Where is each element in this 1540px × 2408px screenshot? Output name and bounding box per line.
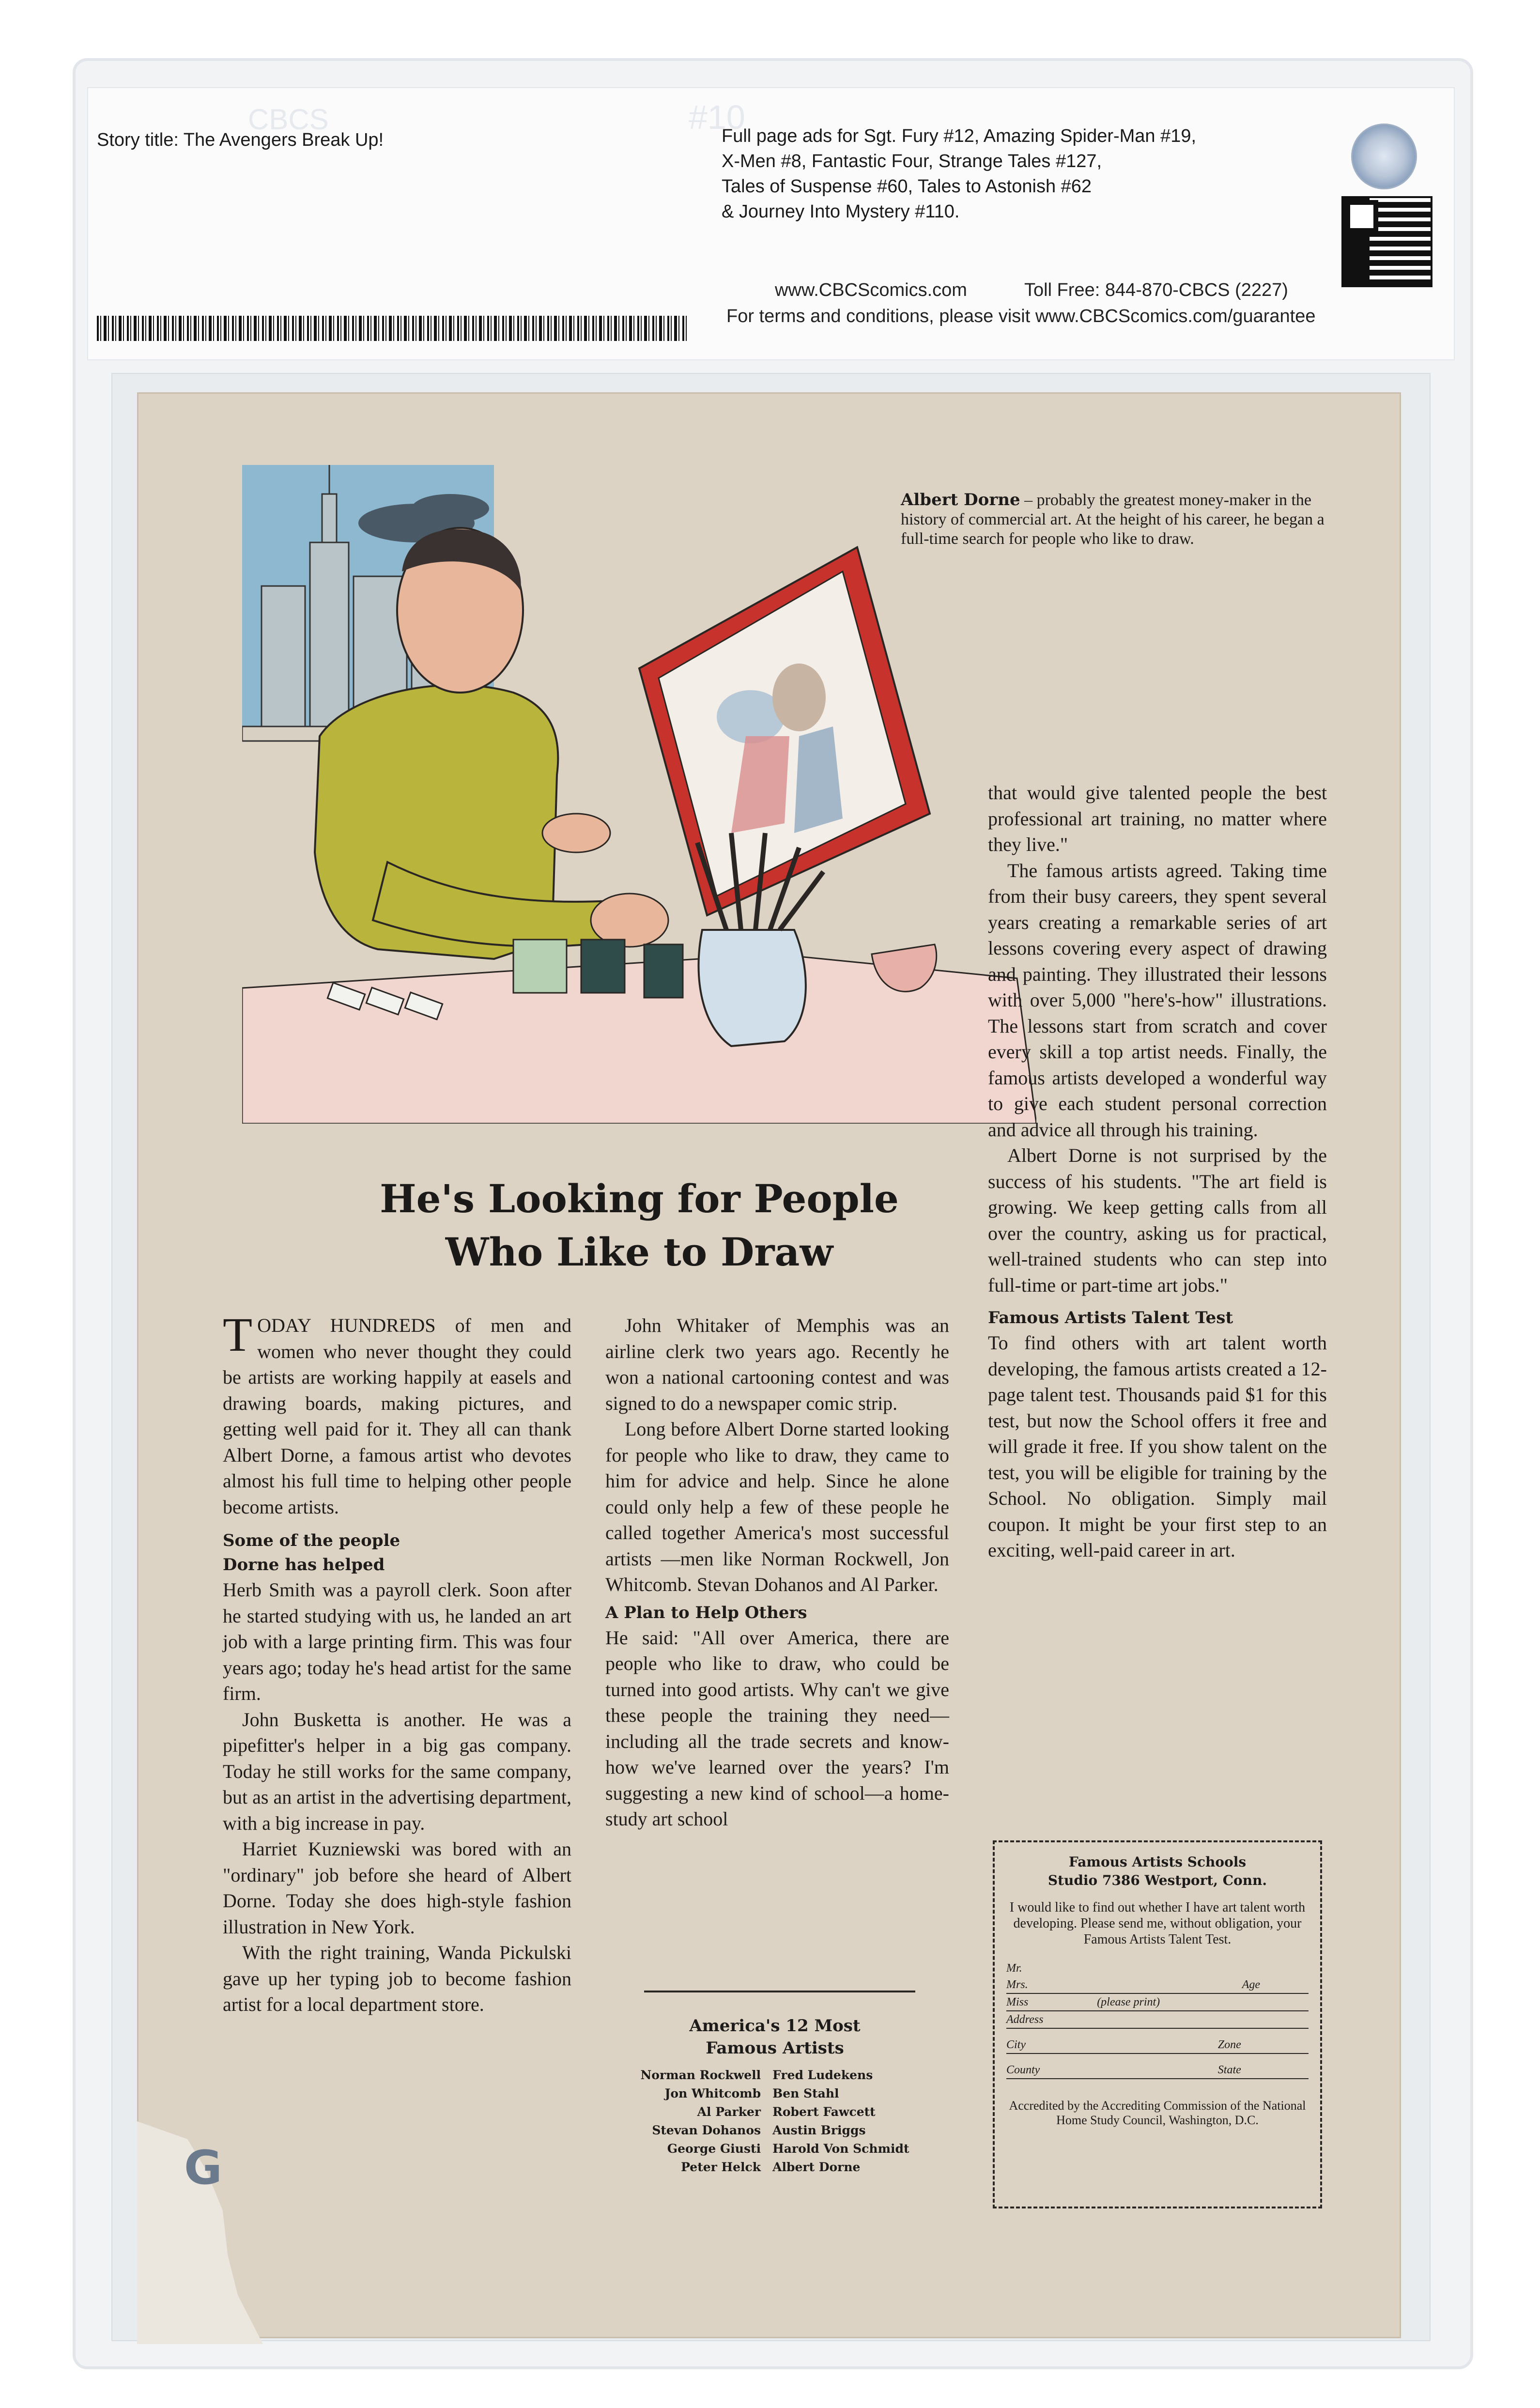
albert-dorne-illustration: [242, 465, 1036, 1124]
story-title: Story title: The Avengers Break Up!: [97, 130, 384, 150]
terms-text: For terms and conditions, please visit www.CBCScomics.com/guarantee: [726, 306, 1316, 326]
article-column-3: [988, 780, 1327, 1563]
field-label: City: [1006, 2038, 1026, 2051]
coupon-field-county: [1006, 2062, 1309, 2079]
subheading: [223, 1528, 571, 1577]
subheading: Famous Artists Talent Test: [988, 1308, 1233, 1327]
ad-note-line: & Journey Into Mystery #110.: [722, 201, 960, 222]
paragraph: With the right training, Wanda Pickulski gave up her typing job to become fashion artist for a local department store.: [223, 1942, 571, 2015]
website-link[interactable]: www.CBCScomics.com: [775, 280, 967, 300]
paragraph: To find others with art talent worth developing, the famous artists created a 12-page talent test. Thousands paid $1 for this test, but now the School offers it free and will grade it free. If you show talent on the test, you will be eligible for training by the School. No obligation. Simply mail coupon. It might be your first step to an exciting, well-paid career in art.: [988, 1332, 1327, 1561]
headline-line: He's Looking for People: [380, 1176, 899, 1221]
artist-name: Stevan Dohanos: [652, 2123, 761, 2137]
artists-title: Famous Artists: [706, 2038, 844, 2058]
coupon-field-mr: Mr.: [1006, 1962, 1022, 1975]
famous-artists-list: [596, 2015, 954, 2176]
illustration-caption: [901, 490, 1346, 549]
phone-number: Toll Free: 844-870-CBCS (2227): [1024, 280, 1288, 300]
ad-note-line: Full page ads for Sgt. Fury #12, Amazing Spider-Man #19,: [722, 126, 1197, 146]
ad-note-line: X-Men #8, Fantastic Four, Strange Tales #127,: [722, 151, 1102, 171]
paragraph: Long before Albert Dorne started looking for people who like to draw, they came to him for advice and help. Since he alone could only help a few of these people he called together America's most successful artists —men like Norman Rockwell, Jon Whitcomb. Stevan Dohanos and Al Parker.: [605, 1418, 949, 1595]
artists-title: America's 12 Most: [689, 2016, 861, 2036]
ad-notes: [722, 123, 1206, 224]
mail-coupon: [993, 1840, 1322, 2208]
field-label: State: [1217, 2064, 1241, 2076]
divider: [644, 1991, 915, 1992]
ad-note-line: Tales of Suspense #60, Tales to Astonish #62: [722, 176, 1092, 197]
logo-fragment: G: [184, 2141, 222, 2195]
artist-name: George Giusti: [667, 2142, 761, 2156]
article-column-1: [223, 1308, 571, 2018]
artist-name: Ben Stahl: [772, 2086, 839, 2100]
lead-words: ODAY HUNDREDS: [257, 1314, 436, 1336]
paragraph: The famous artists agreed. Taking time from their busy careers, they spent several years creating a remarkable series of art lessons covering every aspect of drawing and painting. They illustrated their lessons with over 5,000 "here's-how" illustrations. The lessons start from scratch and cover every skill a top artist needs. Finally, the famous artists developed a wonderful way to give each student personal correction and advice all through his training.: [988, 859, 1327, 1141]
artist-name: Harold Von Schmidt: [772, 2142, 909, 2156]
paragraph-text: of men and women who never thought they could be artists are working happily at easels and drawing boards, making pictures, and getting well paid for it. They all can thank Albert Dorne, a famous artist who devotes almost his full time to helping other people become artists.: [223, 1314, 571, 1518]
field-label: Mrs.: [1006, 1978, 1028, 1991]
caption-name: Albert Dorne: [901, 490, 1020, 509]
coupon-school: Famous Artists Schools: [1068, 1854, 1247, 1870]
artist-name: Fred Ludekens: [772, 2068, 873, 2082]
coupon-field-miss: [1006, 1994, 1309, 2011]
coupon-field-city: [1006, 2037, 1309, 2054]
paragraph: that would give talented people the best professional art training, no matter where they live.": [988, 782, 1327, 855]
headline-line: Who Like to Draw: [445, 1229, 833, 1275]
paragraph: Harriet Kuzniewski was bored with an "ordinary" job before she heard of Albert Dorne. Today she does high-style fashion illustration in New York.: [223, 1838, 571, 1938]
subheading-line: Some of the people: [223, 1531, 400, 1550]
artist-name: Albert Dorne: [772, 2160, 861, 2174]
qr-code-icon[interactable]: [1341, 196, 1432, 287]
article-column-2: [605, 1312, 949, 1832]
artist-name: Al Parker: [697, 2105, 761, 2119]
field-label: Zone: [1217, 2038, 1241, 2051]
coupon-studio: Studio 7386 Westport, Conn.: [1047, 1872, 1267, 1888]
field-label: (please print): [1097, 1996, 1160, 2008]
field-label: Miss: [1006, 1996, 1029, 2008]
paragraph: Albert Dorne is not surprised by the success of his students. "The art field is growing. We keep getting calls from all over the country, asking us for practical, well-trained students who can step into full-time or part-time art jobs.": [988, 1144, 1327, 1296]
barcode-icon: [97, 316, 688, 341]
paragraph: John Whitaker of Memphis was an airline clerk two years ago. Recently he won a national cartooning contest and was signed to do a newspaper comic strip.: [605, 1314, 949, 1414]
ad-headline: [291, 1172, 988, 1279]
coupon-field-mrs: [1006, 1976, 1309, 1994]
coupon-accreditation: Accredited by the Accrediting Commission of the National Home Study Council, Washington, D.C.: [1009, 2099, 1306, 2127]
drop-cap: T: [223, 1308, 253, 1361]
artist-name: Jon Whitcomb: [664, 2086, 761, 2100]
artist-name: Peter Helck: [681, 2160, 761, 2174]
subheading-line: Dorne has helped: [223, 1555, 385, 1574]
ghost-watermark: CBCS: [248, 103, 329, 136]
paragraph: John Busketta is another. He was a pipefitter's helper in a big gas company. Today he still works for the same company, but as an artist in the advertising department, with a big increase in pay.: [223, 1708, 571, 1834]
field-label: County: [1006, 2064, 1040, 2076]
coupon-field-address: Address: [1006, 2011, 1309, 2029]
cbcs-hologram-icon: [1351, 123, 1417, 189]
artist-name: Norman Rockwell: [640, 2068, 761, 2082]
artist-name: Austin Briggs: [772, 2123, 866, 2137]
subheading: A Plan to Help Others: [605, 1603, 807, 1622]
paragraph: He said: "All over America, there are people who like to draw, who could be turned into good artists. Why can't we give these people the training they need—including all the trade secrets and know-how we've learned over the years? I'm suggesting a new kind of school—a home-study art school: [605, 1626, 949, 1830]
paragraph: Herb Smith was a payroll clerk. Soon after he started studying with us, he landed an art job with a large printing firm. This was four years ago; today he's head artist for the same firm.: [223, 1579, 571, 1704]
caption-text: – probably the greatest money-maker in the history of commercial art. At the height of his career, he began a full-time search for people who like to draw.: [901, 491, 1324, 548]
artists-table: [634, 2066, 915, 2176]
field-label: Age: [1242, 1978, 1261, 1991]
coupon-body: I would like to find out whether I have art talent worth developing. Please send me, without obligation, your Famous Artists Talent Test.: [1009, 1900, 1306, 1947]
artist-name: Robert Fawcett: [772, 2105, 876, 2119]
ghost-watermark: #10: [689, 98, 745, 136]
intro-paragraph: [223, 1308, 571, 1520]
